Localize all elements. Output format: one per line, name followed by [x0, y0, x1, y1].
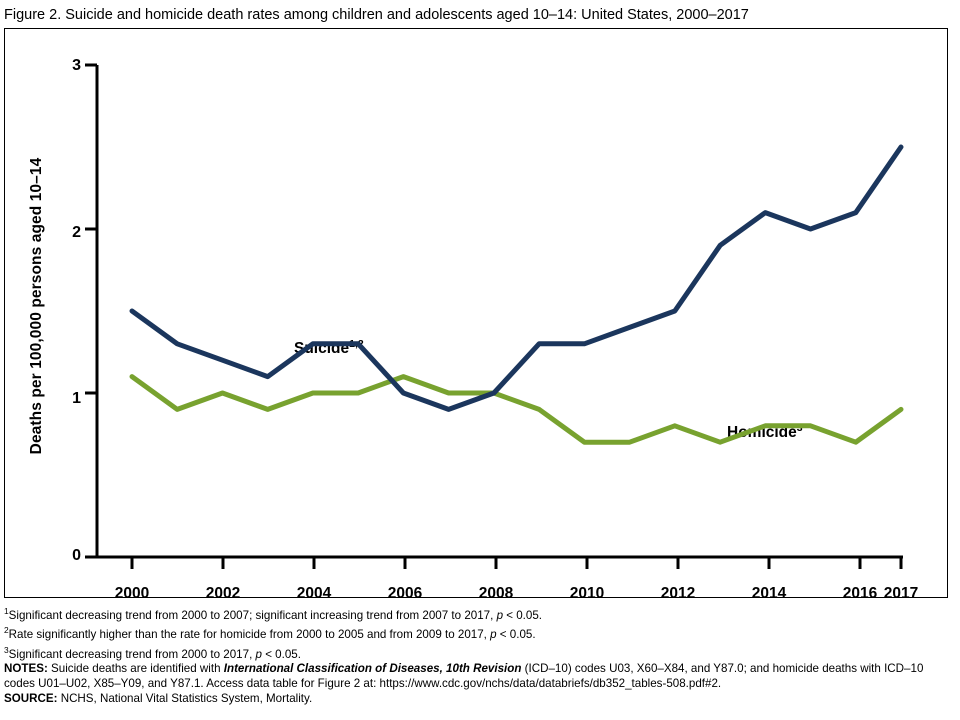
- chart-frame: [4, 28, 948, 602]
- y-tick-label-1: 1: [72, 390, 81, 407]
- series-line-homicide: [132, 377, 901, 443]
- page-title: Figure 2. Suicide and homicide death rates among children and adolescents aged 10–14: United States, 2000–2017: [4, 7, 749, 23]
- footnote-1-p: p: [496, 608, 504, 622]
- x-tick-label-2010: 2010: [569, 585, 605, 602]
- footnote-2-tail: < 0.05.: [496, 628, 536, 642]
- footnote-3-marker: 3: [4, 644, 9, 655]
- footnote-2-text: Rate significantly higher than the rate for homicide from 2000 to 2005 and from 2009 to 2017,: [8, 628, 491, 642]
- x-tick-label-2014: 2014: [751, 585, 787, 602]
- series-label-suicide-text: Suicide: [294, 340, 350, 358]
- series-label-homicide-text: Homicide: [727, 424, 797, 442]
- source-label: SOURCE:: [4, 691, 58, 705]
- footnote-2-p: p: [490, 628, 497, 642]
- y-tick-label-0: 0: [72, 547, 81, 564]
- source-text: NCHS, National Vital Statistics System, Mortality.: [57, 691, 313, 705]
- y-tick-label-3: 3: [72, 57, 81, 74]
- x-tick-label-2002: 2002: [205, 585, 241, 602]
- y-axis-title: Deaths per 100,000 persons aged 10–14: [28, 157, 45, 455]
- footnote-2: [4, 623, 954, 642]
- footnote-1-text: Significant decreasing trend from 2000 to 2007; significant increasing trend from 2007 to 2017,: [8, 608, 497, 622]
- notes: [4, 662, 954, 691]
- notes-italic: International Classification of Diseases, 10th Revision: [223, 662, 522, 676]
- chart-plot-area: [5, 29, 949, 602]
- x-tick-label-2008: 2008: [478, 585, 514, 602]
- series-line-suicide: [132, 147, 901, 409]
- footnote-2-marker: 2: [4, 625, 9, 636]
- series-label-suicide-superscript: 1,2: [349, 338, 364, 350]
- x-tick-label-2012: 2012: [660, 585, 696, 602]
- x-tick-label-2006: 2006: [387, 585, 423, 602]
- footnotes: [4, 604, 954, 706]
- footnote-1-tail: < 0.05.: [503, 608, 543, 622]
- x-tick-label-2004: 2004: [296, 585, 332, 602]
- footnote-3: [4, 643, 954, 662]
- footnote-1-marker: 1: [4, 606, 9, 616]
- notes-part2: (ICD–10) codes U03, X60–X84, and Y87.0; and homicide deaths with ICD–10 codes U01–U02, X85–Y09, and Y87.1. Access data table for Figure 2 at: https://www.cdc.gov/nchs/data/databriefs/db352_tables-508.pdf#2.: [4, 662, 924, 690]
- footnote-3-p: p: [255, 647, 262, 661]
- footnote-3-text: Significant decreasing trend from 2000 to 2017,: [8, 647, 256, 661]
- footnote-3-tail: < 0.05.: [261, 647, 301, 661]
- source: [4, 692, 954, 707]
- x-tick-label-2017: 2017: [883, 585, 919, 602]
- x-tick-label-2000: 2000: [114, 585, 150, 602]
- footnote-1: [4, 604, 954, 623]
- notes-part1: Suicide deaths are identified with: [47, 662, 224, 676]
- x-ticks: [132, 557, 901, 569]
- notes-label: NOTES:: [4, 662, 48, 676]
- chart-svg: [5, 29, 949, 597]
- y-tick-label-2: 2: [72, 224, 81, 241]
- x-tick-label-2016: 2016: [842, 585, 878, 602]
- series-label-homicide-superscript: 3: [796, 422, 803, 434]
